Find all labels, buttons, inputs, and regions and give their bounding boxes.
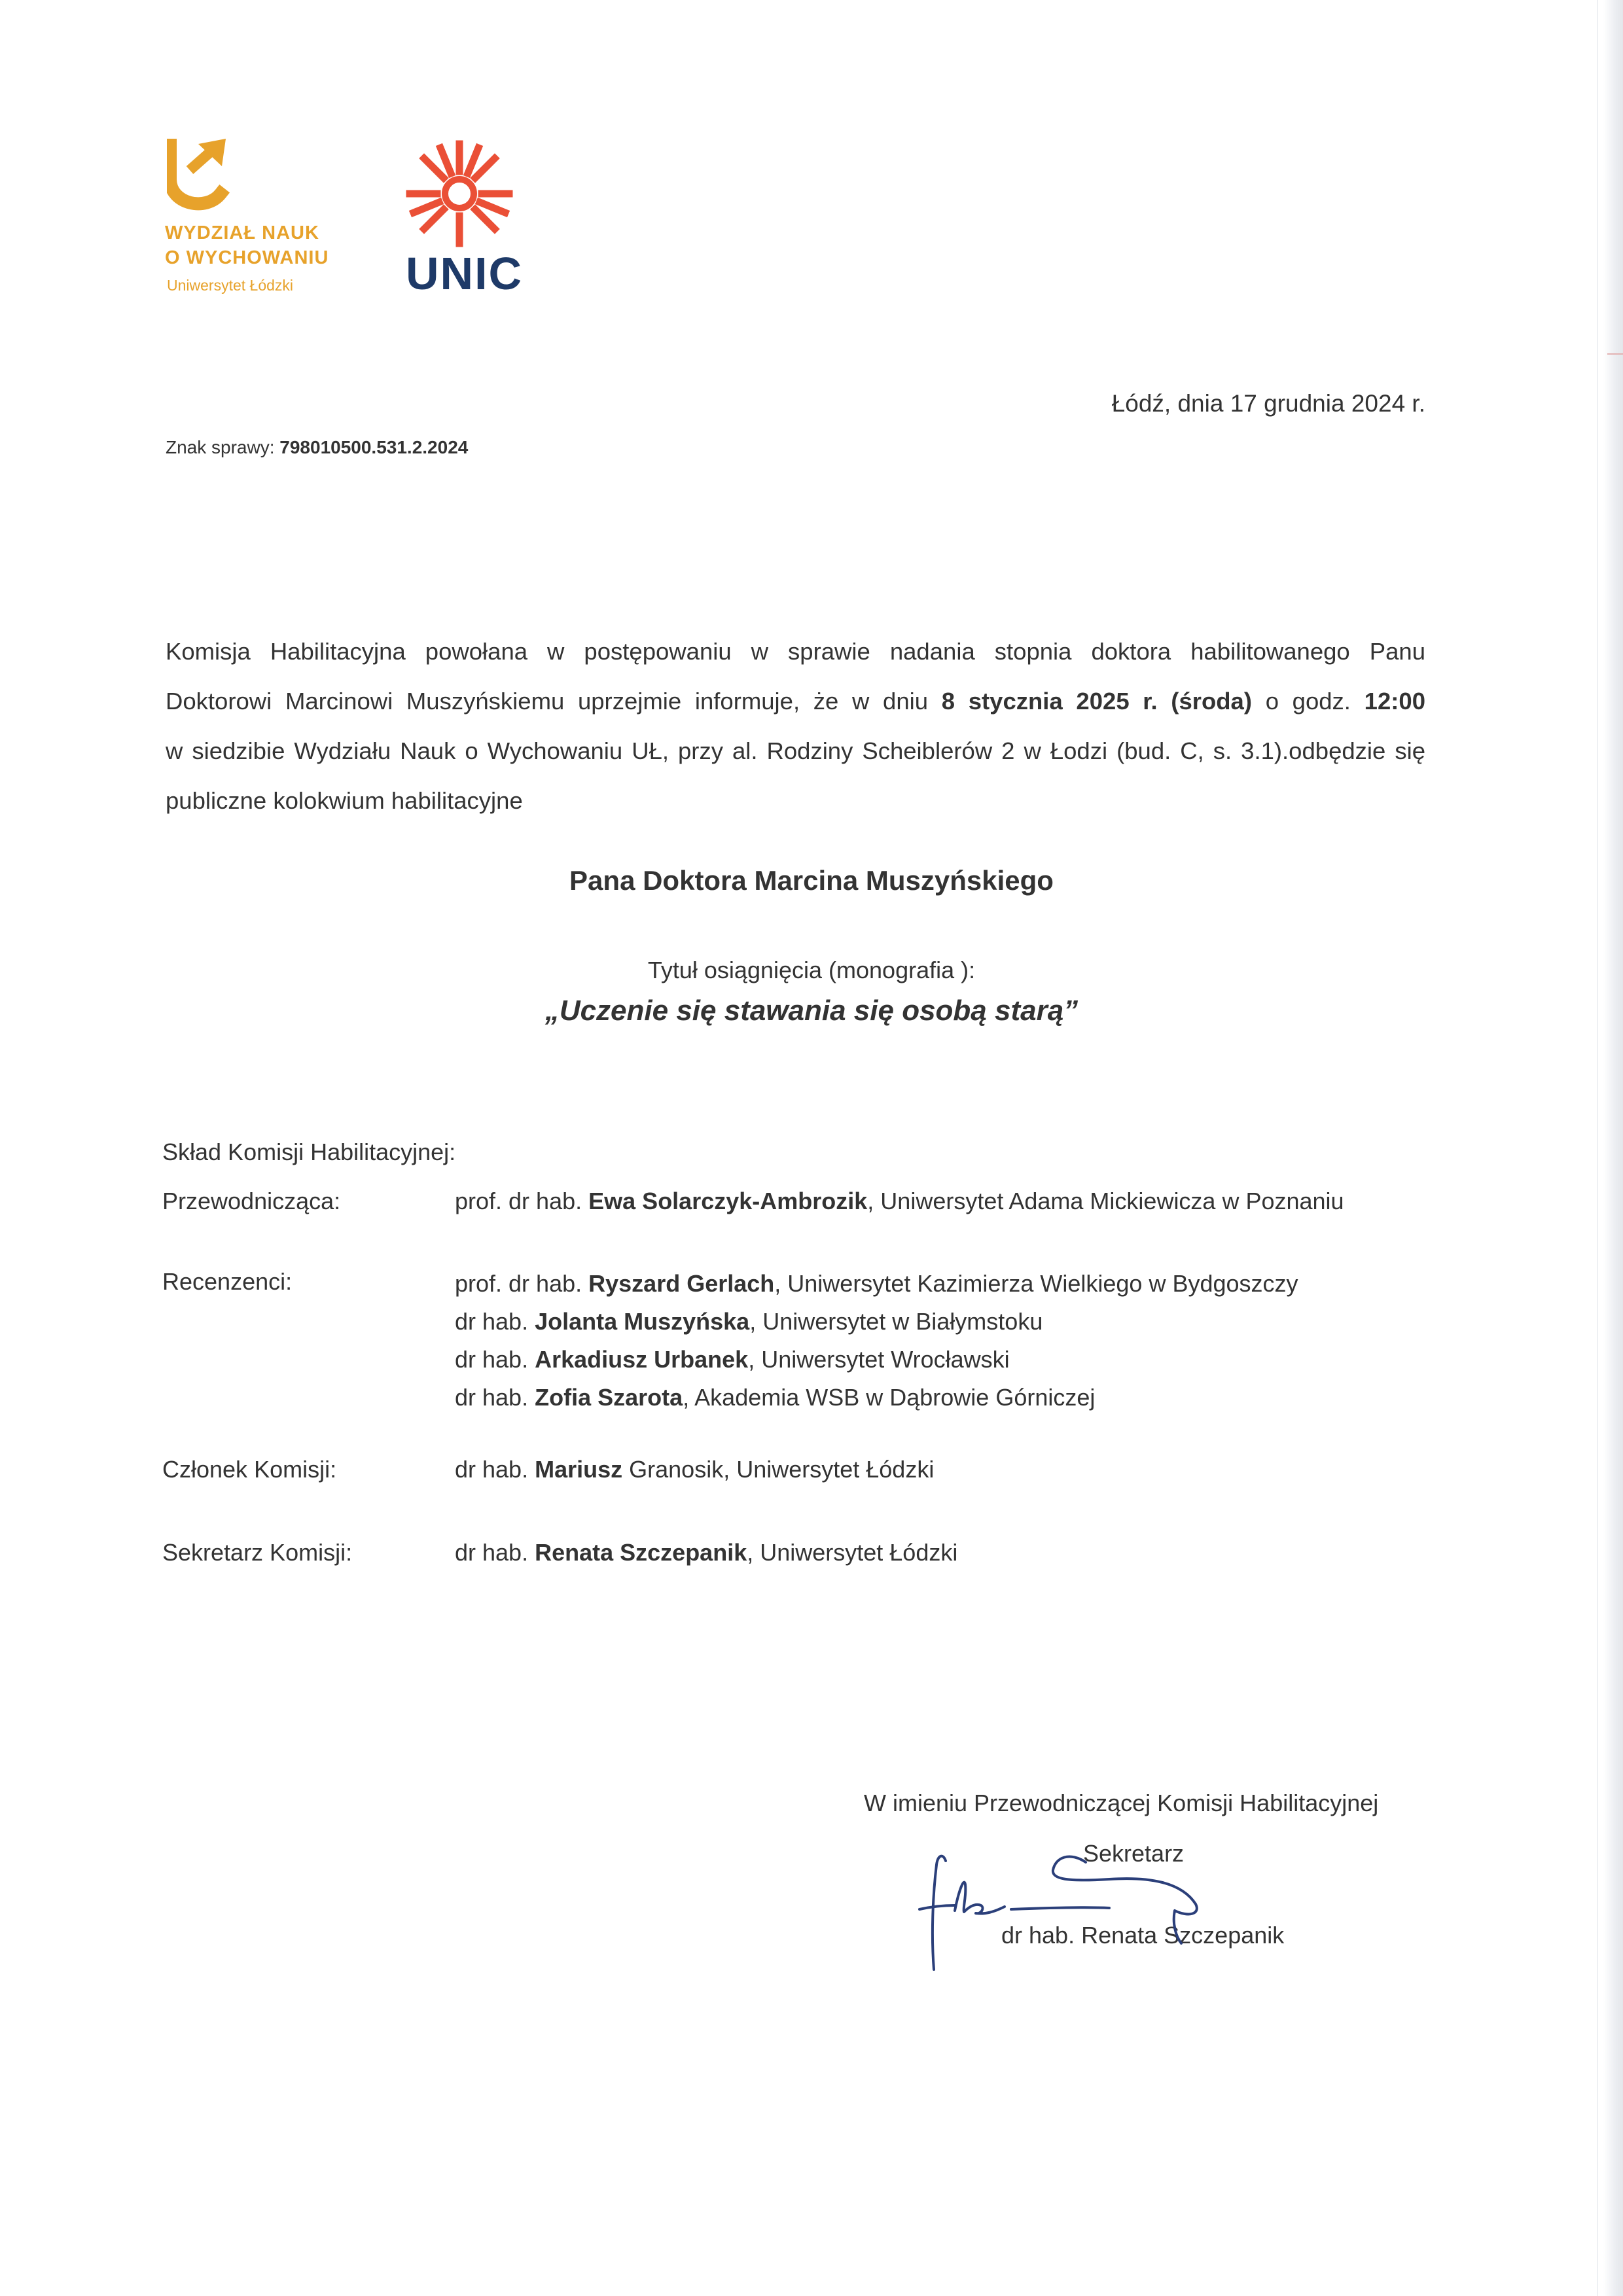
member-prefix: dr hab. bbox=[455, 1346, 529, 1373]
secretary-member bbox=[455, 1539, 957, 1566]
signature-name: dr hab. Renata Szczepanik bbox=[1001, 1922, 1285, 1949]
member-affiliation: , Uniwersytet Łódzki bbox=[747, 1539, 958, 1566]
faculty-name-line1: WYDZIAŁ NAUK bbox=[165, 222, 319, 243]
university-name: Uniwersytet Łódzki bbox=[167, 277, 294, 294]
signature-title: Sekretarz bbox=[1083, 1840, 1185, 1867]
colloquium-time: 12:00 bbox=[1364, 688, 1425, 715]
member-prefix: dr hab. bbox=[455, 1308, 529, 1335]
achievement-label: Tytuł osiągnięcia (monografia ): bbox=[647, 957, 976, 983]
reviewers-role: Recenzenci: bbox=[162, 1268, 293, 1295]
member-role: Członek Komisji: bbox=[162, 1456, 337, 1483]
member-name: Ryszard Gerlach bbox=[588, 1270, 775, 1297]
faculty-logo-icon bbox=[167, 139, 337, 217]
case-number: 798010500.531.2.2024 bbox=[279, 437, 469, 457]
reviewer-member bbox=[455, 1308, 1043, 1335]
member-affiliation: , Akademia WSB w Dąbrowie Górniczej bbox=[683, 1384, 1096, 1411]
paragraph-text: o godz. bbox=[1265, 688, 1351, 715]
committee-heading: Skład Komisji Habilitacyjnej: bbox=[162, 1139, 456, 1165]
member-prefix: prof. dr hab. bbox=[455, 1188, 582, 1214]
member-affiliation: , Uniwersytet Kazimierza Wielkiego w Bydgoszczy bbox=[774, 1270, 1298, 1297]
member-name: Renata Szczepanik bbox=[535, 1539, 747, 1566]
unic-logo-icon bbox=[404, 139, 514, 249]
member-name: Ewa Solarczyk-Ambrozik bbox=[588, 1188, 868, 1214]
chair-role: Przewodnicząca: bbox=[162, 1188, 341, 1214]
reviewer-member bbox=[455, 1384, 1095, 1411]
paragraph-line-4: publiczne kolokwium habilitacyjne bbox=[166, 787, 523, 814]
paragraph-line-3: w siedzibie Wydziału Nauk o Wychowaniu UŁ, przy al. Rodziny Scheiblerów 2 w Łodzi (bud. C, s. 3.1).odbędzie się bbox=[166, 737, 1425, 764]
member-affiliation: , Uniwersytet Wrocławski bbox=[748, 1346, 1010, 1373]
case-reference bbox=[166, 437, 468, 458]
paragraph-line-2 bbox=[166, 677, 1425, 726]
member-prefix: dr hab. bbox=[455, 1539, 529, 1566]
faculty-name-line2: O WYCHOWANIU bbox=[165, 247, 329, 268]
committee-member bbox=[455, 1456, 934, 1483]
paragraph-line-1: Komisja Habilitacyjna powołana w postępowaniu w sprawie nadania stopnia doktora habilitowanego Panu bbox=[166, 638, 1425, 665]
member-affiliation: , Uniwersytet Adama Mickiewicza w Poznaniu bbox=[867, 1188, 1344, 1214]
reviewer-member bbox=[455, 1270, 1298, 1298]
achievement-title: „Uczenie się stawania się osobą starą” bbox=[544, 995, 1079, 1027]
member-prefix: prof. dr hab. bbox=[455, 1270, 582, 1297]
document-date: Łódź, dnia 17 grudnia 2024 r. bbox=[1111, 390, 1425, 417]
unic-logo-text: UNIC bbox=[406, 248, 524, 299]
announcement-paragraph bbox=[166, 627, 1425, 826]
colloquium-date: 8 stycznia 2025 r. (środa) bbox=[941, 688, 1252, 715]
member-prefix: dr hab. bbox=[455, 1456, 529, 1483]
member-affiliation: , Uniwersytet w Białymstoku bbox=[749, 1308, 1043, 1335]
signature-on-behalf: W imieniu Przewodniczącej Komisji Habilitacyjnej bbox=[864, 1790, 1379, 1816]
scan-edge-mark bbox=[1607, 353, 1623, 355]
secretary-role: Sekretarz Komisji: bbox=[162, 1539, 353, 1566]
reviewer-member bbox=[455, 1346, 1010, 1373]
member-name: Zofia Szarota bbox=[535, 1384, 683, 1411]
member-name: Jolanta Muszyńska bbox=[535, 1308, 750, 1335]
handwritten-signature-icon bbox=[913, 1839, 1253, 1983]
member-affiliation: Granosik, Uniwersytet Łódzki bbox=[622, 1456, 935, 1483]
chair-member bbox=[455, 1188, 1344, 1215]
member-prefix: dr hab. bbox=[455, 1384, 529, 1411]
member-name: Arkadiusz Urbanek bbox=[535, 1346, 749, 1373]
candidate-name: Pana Doktora Marcina Muszyńskiego bbox=[569, 865, 1054, 896]
scan-edge-shadow bbox=[1603, 0, 1623, 2296]
member-name: Mariusz bbox=[535, 1456, 623, 1483]
paragraph-text: Doktorowi Marcinowi Muszyńskiemu uprzejmie informuje, że w dniu bbox=[166, 688, 929, 715]
case-label: Znak sprawy: bbox=[166, 437, 275, 457]
scan-edge-line bbox=[1597, 0, 1598, 2296]
